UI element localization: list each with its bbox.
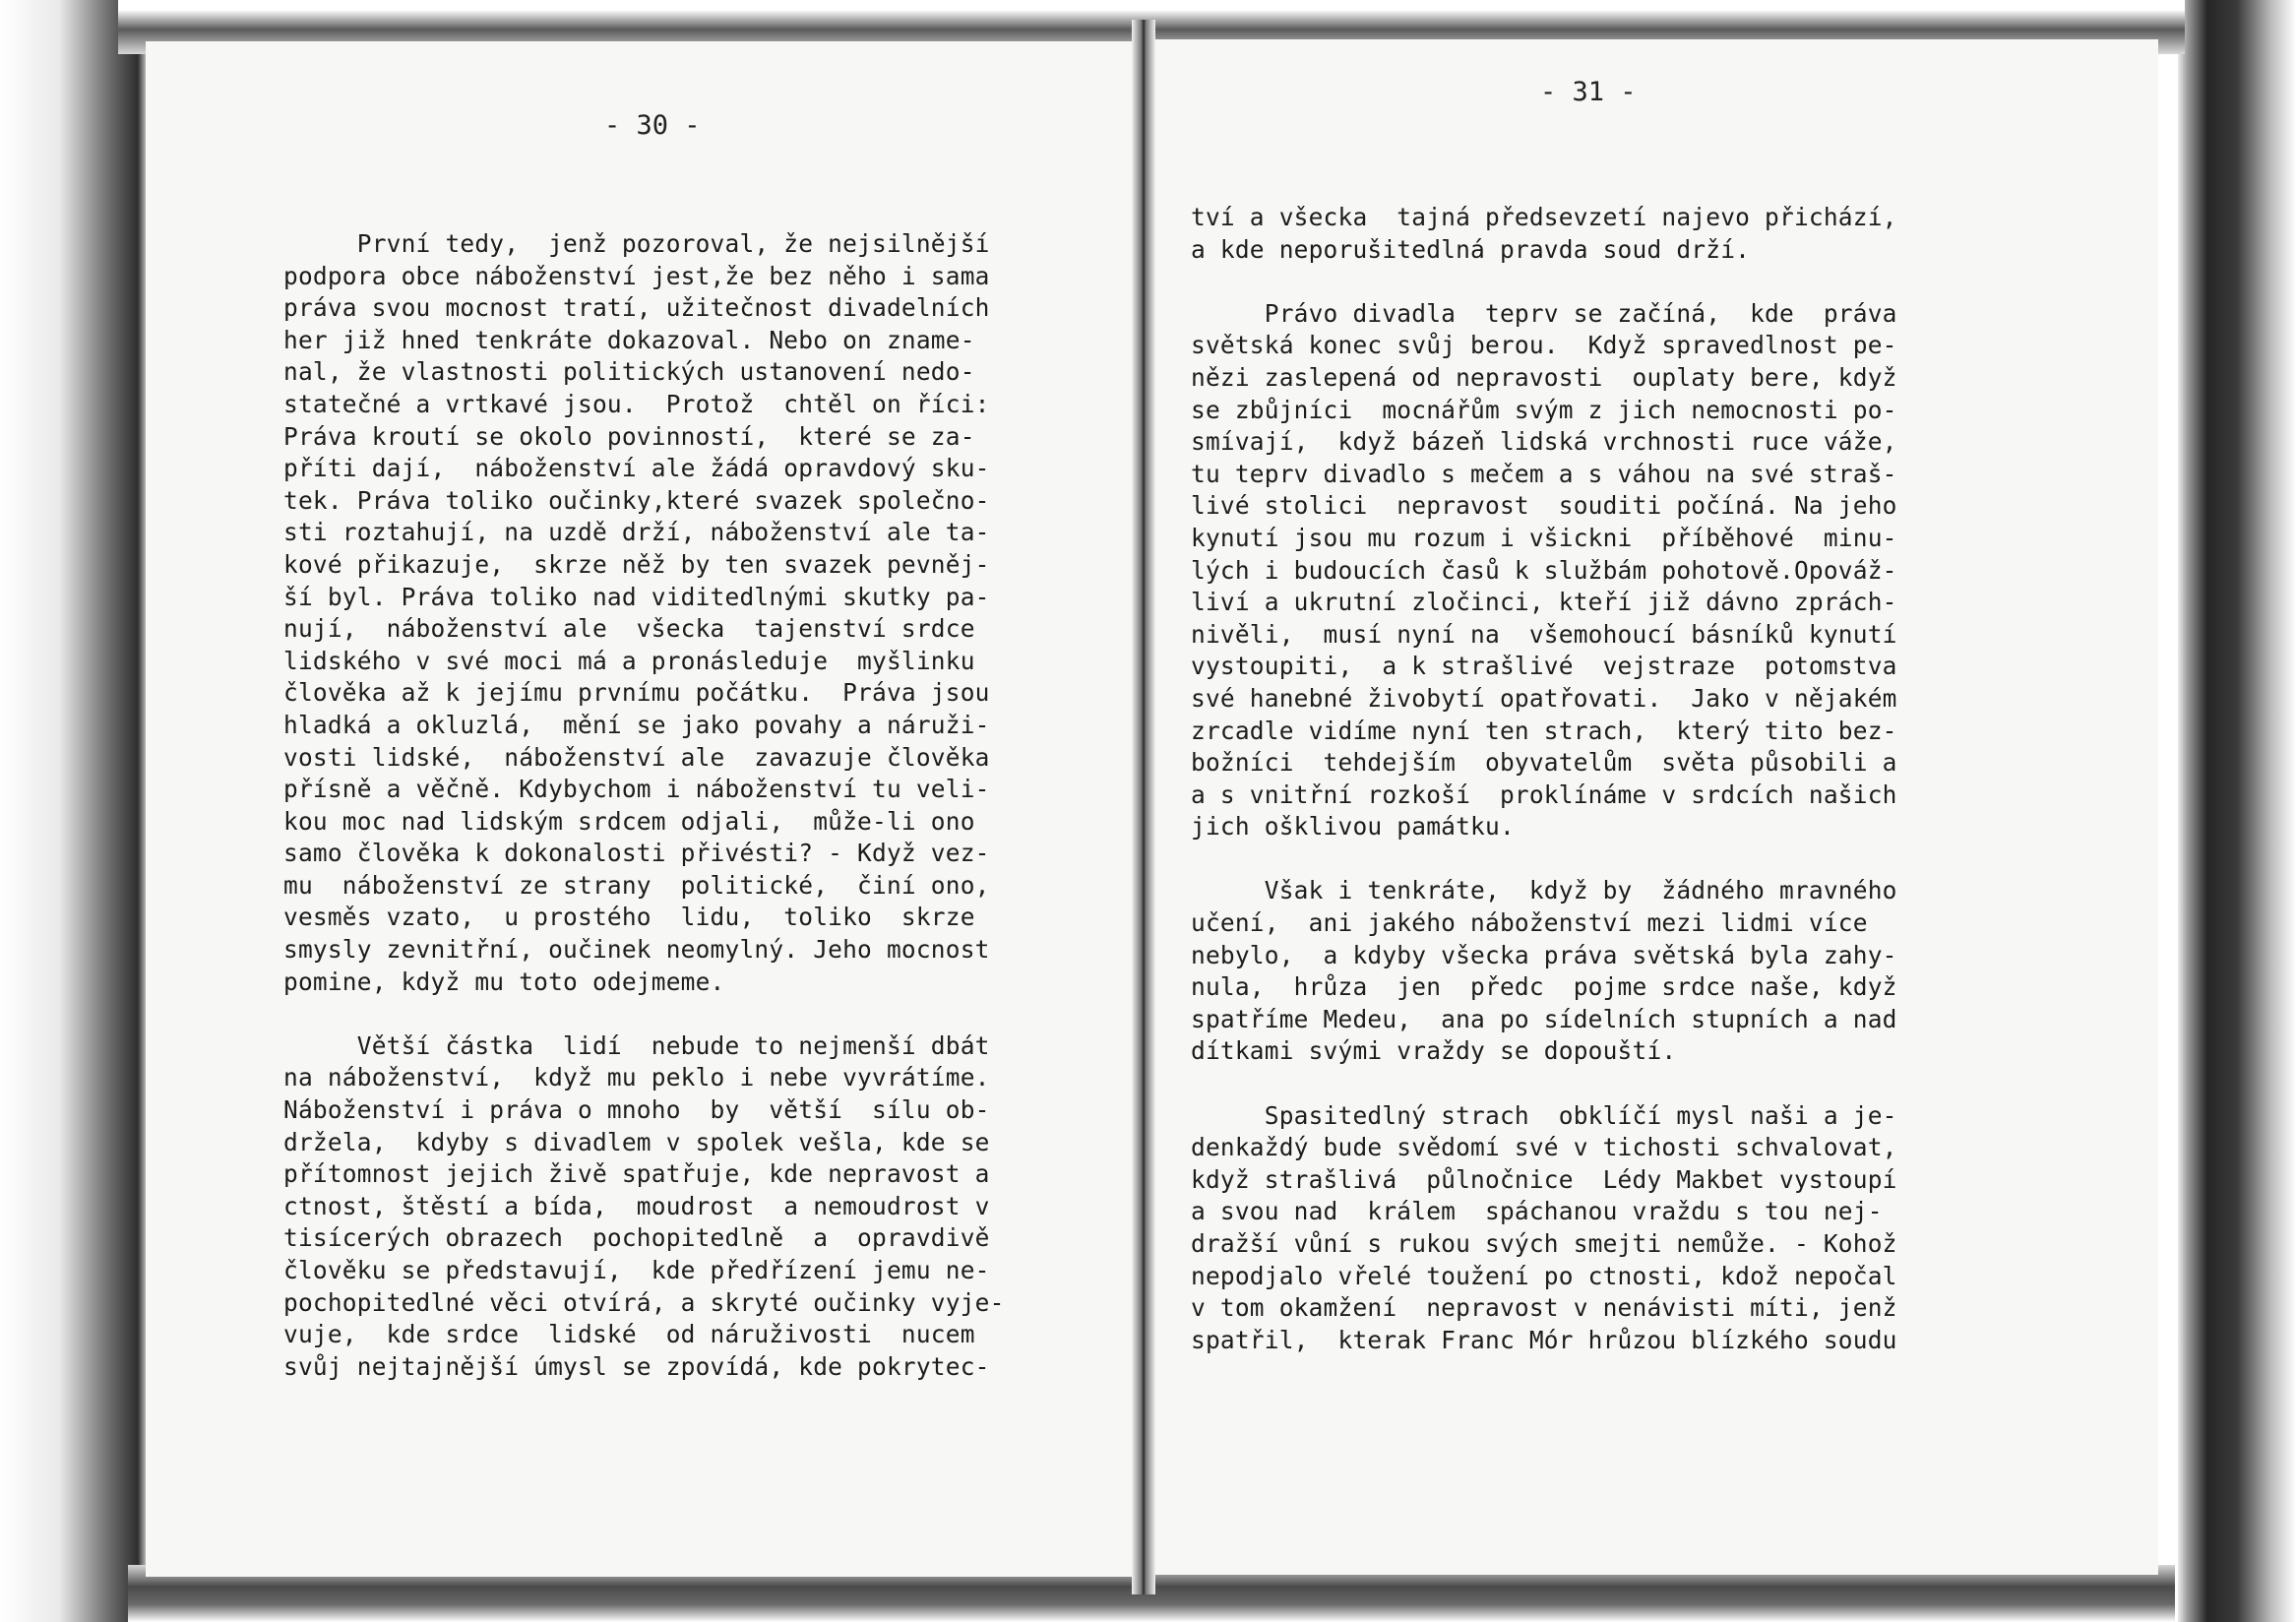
text-line: livé stolici nepravost souditi počíná. Na jeho [1191,491,1897,521]
scan-edge-right [2178,0,2296,1622]
text-line: smívají, když bázeň lidská vrchnosti ruce váže, [1191,427,1897,457]
text-line: nují, náboženství ale všecka tajenství srdce [283,614,975,644]
text-line: lých i budoucích časů k službám pohotově.Opováž- [1191,555,1897,585]
left-page-text [283,228,1005,1383]
text-line: jich ošklivou památku. [1191,812,1515,842]
text-line: denkaždý bude svědomí své v tichosti schvalovat, [1191,1133,1897,1162]
text-line: a s vnitřní rozkoší proklínáme v srdcích našich [1191,780,1897,809]
text-line: kou moc nad lidským srdcem odjali, může-li ono [283,806,975,836]
text-line: člověka až k jejímu prvnímu počátku. Práva jsou [283,678,990,708]
text-line: kynutí jsou mu rozum i všickni příběhové minu- [1191,523,1897,552]
text-line: vystoupiti, a k strašlivé vejstraze potomstva [1191,652,1897,681]
text-line: a kde neporušitedlná pravda soud drží. [1191,234,1751,264]
text-line: spatřil, kterak Franc Mór hrůzou blízkého soudu [1191,1325,1897,1354]
text-line: příti dají, náboženství ale žádá opravdový sku- [283,454,990,483]
text-line: na náboženství, když mu peklo i nebe vyvrátíme. [283,1063,990,1092]
text-line: se zbůjníci mocnářům svým z jich nemocnosti po- [1191,395,1897,424]
paragraph-gap [1191,1068,1897,1100]
text-line: pomine, když mu toto odejmeme. [283,967,725,996]
text-line: Práva kroutí se okolo povinností, které se za- [283,421,975,451]
text-line: nebylo, a kdyby všecka práva světská byla zahy- [1191,940,1897,969]
text-line: přítomnost jejich živě spatřuje, kde nepravost a [283,1159,990,1189]
text-line: tu teprv divadlo s mečem a s váhou na své straš- [1191,459,1897,488]
right-page-text [1191,202,1897,1356]
text-line: ctnost, štěstí a bída, moudrost a nemoudrost v [283,1191,990,1220]
text-line: samo člověka k dokonalosti přivésti? - Když vez- [283,839,990,868]
text-line: v tom okamžení nepravost v nenávisti míti, jenž [1191,1293,1897,1323]
text-line: tví a všecka tajná předsevzetí najevo přichází, [1191,203,1897,231]
text-line: vosti lidské, náboženství ale zavazuje člověka [283,742,990,772]
paragraph-gap [1191,266,1897,298]
paragraph [283,228,1005,998]
text-line: držela, kdyby s divadlem v spolek vešla, kde se [283,1127,990,1156]
text-line: lidského v své moci má a pronásleduje myšlinku [283,646,975,675]
paragraph [1191,875,1897,1068]
text-line: svůj nejtajnější úmysl se zpovídá, kde pokrytec- [283,1351,990,1381]
text-line: božníci tehdejším obyvatelům světa působili a [1191,748,1897,778]
text-line: sti roztahují, na uzdě drží, náboženství ale ta- [283,518,990,547]
book-gutter [1132,20,1155,1594]
text-line: ší byl. Práva toliko nad viditedlnými skutky pa- [283,582,990,611]
paragraph [1191,202,1897,266]
text-line: člověku se představují, kde předřízení jemu ne- [283,1256,990,1284]
paragraph [1191,298,1897,843]
text-line: světská konec svůj berou. Když spravedlnost pe- [1191,331,1897,360]
text-line: když strašlivá půlnočnice Lédy Makbet vystoupí [1191,1164,1897,1194]
text-line: liví a ukrutní zločinci, kteří již dávno zprách- [1191,588,1897,617]
text-line: nal, že vlastnosti politických ustanovení nedo- [283,357,975,387]
text-line: nězi zaslepená od nepravosti ouplaty bere, když [1191,362,1897,392]
text-line: mu náboženství ze strany politické, činí ono, [283,870,990,900]
text-line: První tedy, jenž pozoroval, že nejsilnější [283,229,990,258]
text-line: smysly zevnitřní, oučinek neomylný. Jeho mocnost [283,935,990,965]
text-line: nula, hrůza jen předc pojme srdce naše, když [1191,972,1897,1002]
scan-edge-left [0,0,148,1622]
text-line: přísně a věčně. Kdybychom i náboženství tu veli- [283,775,990,804]
text-line: spatříme Medeu, ana po sídelních stupních a nad [1191,1004,1897,1033]
paragraph-gap [283,998,1005,1030]
text-line: Větší částka lidí nebude to nejmenší dbát [283,1030,990,1060]
paragraph [1191,1100,1897,1357]
text-line: dražší vůní s rukou svých smejti nemůže. - Kohož [1191,1229,1897,1258]
paragraph-gap [1191,843,1897,876]
text-line: vuje, kde srdce lidské od náruživosti nucem [283,1320,975,1349]
text-line: dítkami svými vraždy se dopouští. [1191,1036,1677,1066]
text-line: Spasitedlný strach obklíčí mysl naši a je- [1191,1100,1897,1130]
text-line: her již hned tenkráte dokazoval. Nebo on zname- [283,325,975,354]
text-line: hladká a okluzlá, mění se jako povahy a náruži- [283,710,990,739]
text-line: učení, ani jakého náboženství mezi lidmi více [1191,908,1868,938]
text-line: podpora obce náboženství jest,že bez něho i sama [283,261,990,290]
paragraph [283,1030,1005,1384]
text-line: zrcadle vidíme nyní ten strach, který tito bez- [1191,716,1897,745]
text-line: své hanebné živobytí opatřovati. Jako v nějakém [1191,683,1897,713]
text-line: tisícerých obrazech pochopitedlně a opravdivě [283,1223,990,1253]
text-line: Právo divadla teprv se začíná, kde práva [1191,298,1897,328]
right-page-number: - 31 - [1540,77,1637,107]
text-line: nepodjalo vřelé toužení po ctnosti, kdož nepočal [1191,1261,1897,1290]
text-line: statečné a vrtkavé jsou. Protož chtěl on říci: [283,389,990,418]
text-line: pochopitedlné věci otvírá, a skryté oučinky vyje- [283,1287,1005,1317]
text-line: nivěli, musí nyní na všemohoucí básníků kynutí [1191,619,1897,649]
text-line: Však i tenkráte, když by žádného mravného [1191,876,1897,905]
text-line: a svou nad králem spáchanou vraždu s tou nej- [1191,1197,1883,1226]
text-line: Náboženství i práva o mnoho by větší sílu ob- [283,1095,990,1125]
text-line: kové přikazuje, skrze něž by ten svazek pevněj- [283,549,990,579]
text-line: vesměs vzato, u prostého lidu, toliko skrze [283,903,975,932]
left-page-number: - 30 - [604,110,701,141]
text-line: práva svou mocnost tratí, užitečnost divadelních [283,293,990,323]
text-line: tek. Práva toliko oučinky,které svazek společno- [283,485,990,515]
